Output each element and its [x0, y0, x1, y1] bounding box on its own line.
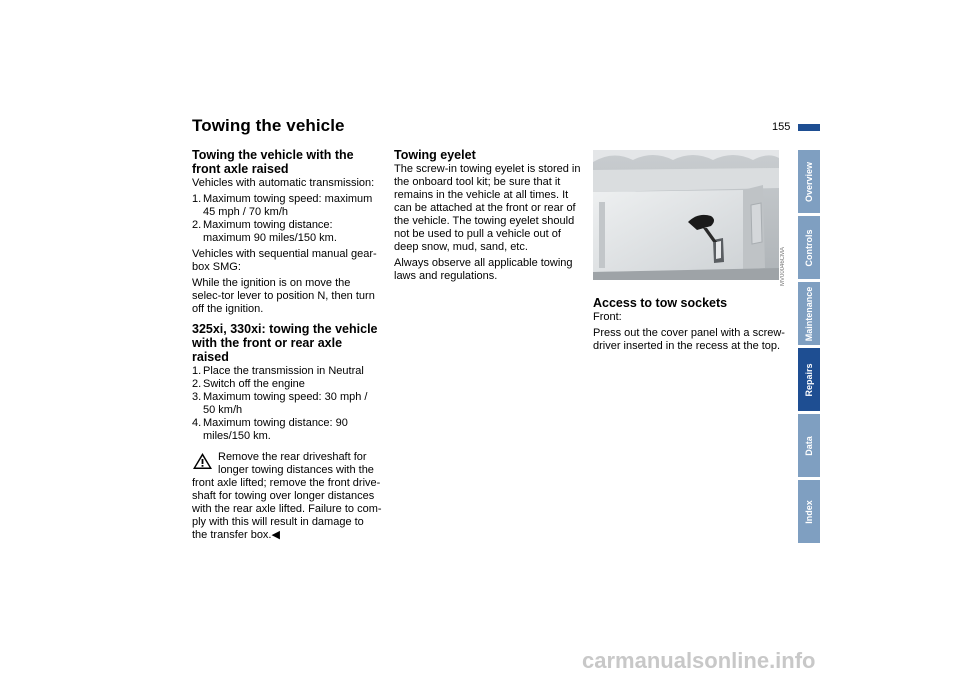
tow-socket-cover-photo — [593, 150, 779, 280]
nav-tab-maintenance[interactable]: Maintenance — [798, 282, 820, 345]
section-heading-towing-eyelet: Towing eyelet — [394, 148, 476, 162]
list-automatic — [192, 193, 382, 245]
section-heading-tow-sockets: Access to tow sockets — [593, 296, 728, 310]
warning-triangle-icon — [192, 452, 213, 470]
tow-sockets-text: Press out the cover panel with a screw-driver inserted in the recess at the top. — [593, 327, 785, 352]
watermark-text: carmanualsonline.info — [582, 648, 816, 673]
page-number-marker — [798, 124, 820, 131]
list-xi — [192, 365, 382, 443]
chapter-nav — [798, 150, 820, 546]
warning-note — [192, 451, 382, 542]
tow-sockets-label: Front: — [593, 311, 622, 323]
warning-line-1: Remove the rear driveshaft for — [218, 451, 367, 463]
nav-tab-index[interactable]: Index — [798, 480, 820, 543]
list-item: 3. Maximum towing speed: 30 mph / 50 km/h — [192, 391, 368, 416]
page-title: Towing the vehicle — [192, 116, 345, 135]
nav-tab-controls[interactable]: Controls — [798, 216, 820, 279]
section-heading-front-axle: Towing the vehicle with the front axle raised — [192, 148, 354, 176]
towing-eyelet-para-2: Always observe all applicable towing laws and regulations. — [394, 257, 573, 282]
page-number: 155 — [772, 121, 791, 133]
section-heading-xi-towing: 325xi, 330xi: towing the vehicle with the front or rear axle raised — [192, 322, 378, 364]
nav-tab-overview[interactable]: Overview — [798, 150, 820, 213]
column-left — [192, 148, 382, 542]
column-middle — [394, 148, 586, 286]
photo-code: MV00046CMA — [780, 246, 786, 286]
list-item: 2. Switch off the engine — [192, 378, 305, 390]
column-right — [593, 296, 785, 356]
list-item: 1. Place the transmission in Neutral — [192, 365, 364, 377]
towing-eyelet-para-1: The screw-in towing eyelet is stored in the onboard tool kit; be sure that it remains in the vehicle at all times. It can be attached at the front or rear of the vehicle. The towing eyelet should not be used to pull a vehicle out of deep snow, mud, sand, etc. — [394, 163, 581, 253]
smg-text: While the ignition is on move the selec-tor lever to position N, then turn off the ignition. — [192, 277, 375, 315]
warning-rest: front axle lifted; remove the front drive-shaft for towing over longer distances with the rear axle lifted. Failure to com-ply with this will result in damage to the transfer box.◀ — [192, 477, 382, 541]
intro-smg: Vehicles with sequential manual gear-box SMG: — [192, 248, 377, 273]
intro-automatic: Vehicles with automatic transmission: — [192, 177, 375, 189]
list-item: 2. Maximum towing distance: maximum 90 miles/150 km. — [192, 219, 337, 244]
nav-tab-data[interactable]: Data — [798, 414, 820, 477]
nav-tab-repairs[interactable]: Repairs — [798, 348, 820, 411]
list-item: 4. Maximum towing distance: 90 miles/150 km. — [192, 417, 348, 442]
list-item: 1. Maximum towing speed: maximum 45 mph / 70 km/h — [192, 193, 373, 218]
warning-line-2: longer towing distances with the — [218, 464, 374, 476]
bumper-illustration — [593, 150, 779, 280]
